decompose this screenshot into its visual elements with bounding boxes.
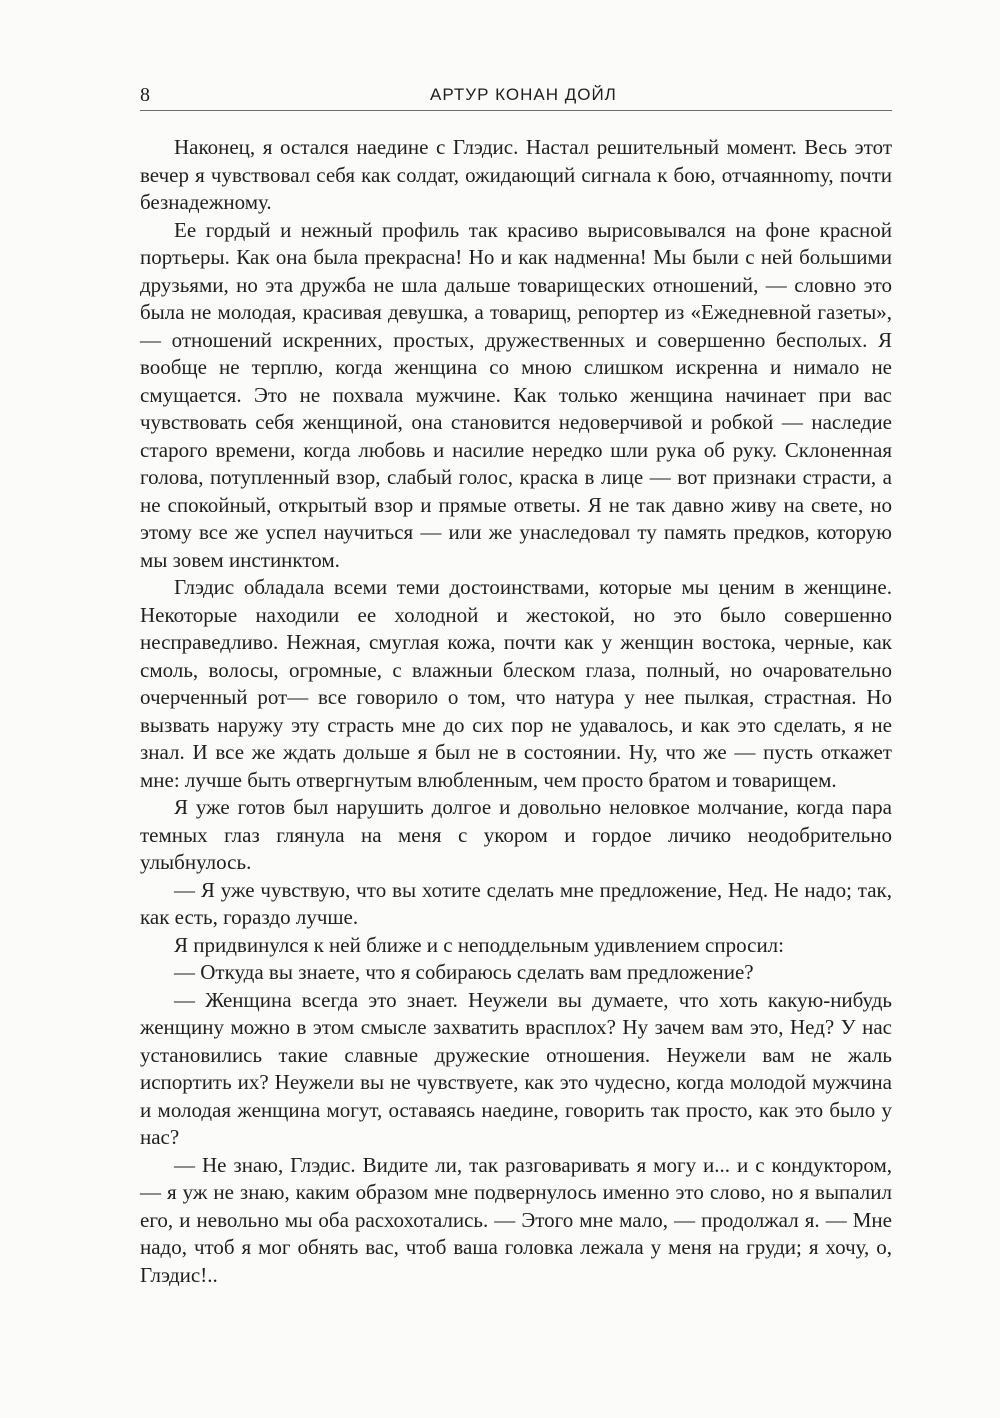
running-header [140,82,892,111]
paragraph: Ее гордый и нежный профиль так красиво вырисовывался на фоне красной портьеры. Как она была прекрасна! Но и как надменна! Мы были с ней большими друзьями, но эта дружба не шла дальше товарищеских отношений, — словно это была не молодая, красивая девушка, а товарищ, репортер из «Ежедневной газеты», — отношений искренних, простых, дружественных и совершенно бесполых. Я вообще не терплю, когда женщина со мною слишком искренна и нимало не смущается. Это не похвала мужчине. Как только женщина начинает при вас чувствовать себя женщиной, она становится недоверчивой и робкой — наследие старого времени, когда любовь и насилие нередко шли рука об руку. Склоненная голова, потупленный взор, слабый голос, краска в лице — вот признаки страсти, а не спокойный, открытый взор и прямые ответы. Я не так давно живу на свете, но этому все же успел научиться — или же унаследовал ту память предков, которую мы зовем инстинктом. [140,217,892,572]
paragraph: — Не знаю, Глэдис. Видите ли, так разговаривать я могу и... и с кондуктором, — я уж не знаю, каким образом мне подвернулось именно это слово, но я выпалил его, и невольно мы оба расхохотались. — Этого мне мало, — продолжал я. — Мне надо, чтоб я мог обнять вас, чтоб ваша головка лежала у меня на груди; я хочу, о, Глэдис!.. [140,1152,892,1287]
body-text [140,134,892,1289]
paragraph: — Откуда вы знаете, что я собираюсь сделать вам предложение? [174,960,754,984]
paragraph: Глэдис обладала всеми теми достоинствами, которые мы ценим в женщине. Некоторые находили ее холодной и жестокой, но это было совершенно несправедливо. Нежная, смуглая кожа, почти как у женщин востока, черные, как смоль, волосы, огромные, с влажныи блеском глаза, полный, но очаровательно очерченный рот— все говорило о том, что натура у нее пылкая, страстная. Но вызвать наружу эту страсть мне до сих пор не удавалось, и как это сделать, я не знал. И все же ждать дольше я был не в состоянии. Ну, что же — пусть откажет мне: лучше быть отвергнутым влюбленным, чем просто братом и товарищем. [140,575,892,792]
paragraph: — Женщина всегда это знает. Неужели вы думаете, что хоть какую-нибудь женщину можно в этом смысле захватить врасплох? Ну зачем вам это, Нед? У нас установились такие славные дружеские отношения. Неужели вам не жаль испортить их? Неужели вы не чувствуете, как это чудесно, когда молодой мужчина и молодая женщина могут, оставаясь наедине, говорить так просто, как это было у нас? [140,987,892,1149]
paragraph: Я придвинулся к ней ближе и с неподдельным удивлением спросил: [174,932,784,957]
paragraph: Наконец, я остался наедине с Глэдис. Настал решительный момент. Весь этот вечер я чувствовал себя как солдат, ожидающий сигнала к бою, отчаянноmу, почти безнадежному. [140,135,892,214]
paragraph: Я уже готов был нарушить долгое и довольно неловкое молчание, когда пара темных глаз глянула на меня с укором и гордое личико неодобрительно улыбнулось. [140,795,892,874]
paragraph: — Я уже чувствую, что вы хотите сделать мне предложение, Нед. Не надо; так, как есть, гораздо лучше. [140,877,892,929]
page-number: 8 [140,84,150,106]
running-header-title: АРТУР КОНАН ДОЙЛ [430,85,617,104]
